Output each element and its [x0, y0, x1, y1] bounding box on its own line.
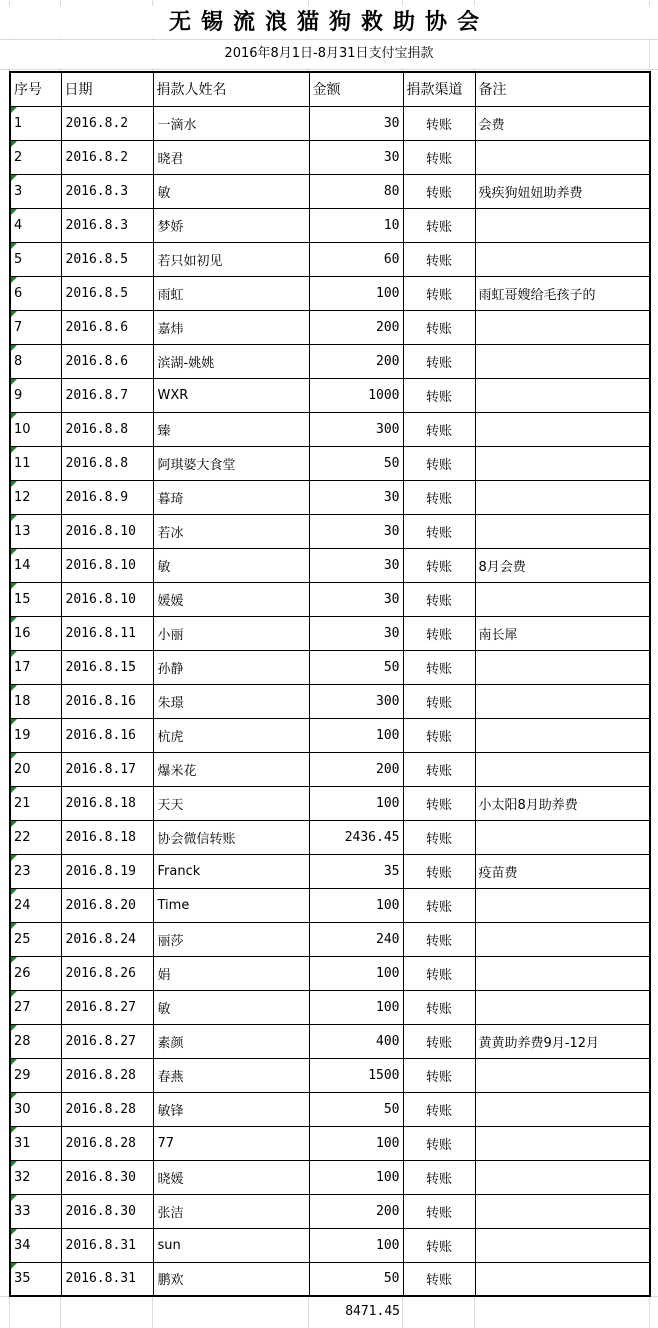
- row-amount-cell[interactable]: 50: [309, 446, 403, 480]
- row-note-cell[interactable]: 疫苗费: [475, 854, 650, 888]
- row-note-cell[interactable]: [475, 344, 650, 378]
- row-amount-cell[interactable]: 50: [309, 1262, 403, 1296]
- table-row: [10, 548, 650, 582]
- row-channel-cell[interactable]: 转账: [403, 480, 475, 514]
- row-seq-cell[interactable]: 34: [10, 1228, 61, 1262]
- row-date-cell[interactable]: 2016.8.30: [61, 1160, 153, 1194]
- row-amount-cell[interactable]: 60: [309, 242, 403, 276]
- row-seq-cell[interactable]: 12: [10, 480, 61, 514]
- row-seq-cell[interactable]: 23: [10, 854, 61, 888]
- row-donor-name-cell[interactable]: 爆米花: [153, 752, 309, 786]
- row-date-cell[interactable]: 2016.8.31: [61, 1228, 153, 1262]
- row-donor-name-cell[interactable]: 丽莎: [153, 922, 309, 956]
- row-amount-cell[interactable]: 1500: [309, 1058, 403, 1092]
- row-seq-cell[interactable]: 1: [10, 106, 61, 140]
- row-date-cell[interactable]: 2016.8.19: [61, 854, 153, 888]
- row-seq-cell[interactable]: 19: [10, 718, 61, 752]
- row-note-cell[interactable]: [475, 684, 650, 718]
- header-note[interactable]: 备注: [475, 72, 650, 106]
- table-row: [10, 446, 650, 480]
- row-date-cell[interactable]: 2016.8.8: [61, 412, 153, 446]
- row-channel-cell[interactable]: 转账: [403, 990, 475, 1024]
- row-channel-cell[interactable]: 转账: [403, 1126, 475, 1160]
- row-note-cell[interactable]: [475, 480, 650, 514]
- row-amount-cell[interactable]: 100: [309, 990, 403, 1024]
- row-seq-cell[interactable]: 17: [10, 650, 61, 684]
- row-seq-cell[interactable]: 30: [10, 1092, 61, 1126]
- row-donor-name-cell[interactable]: 晓媛: [153, 1160, 309, 1194]
- row-channel-cell[interactable]: 转账: [403, 684, 475, 718]
- table-row: [10, 684, 650, 718]
- row-amount-cell[interactable]: 100: [309, 1126, 403, 1160]
- row-amount-cell[interactable]: 35: [309, 854, 403, 888]
- row-note-cell[interactable]: [475, 446, 650, 480]
- row-seq-cell[interactable]: 7: [10, 310, 61, 344]
- table-row: [10, 1194, 650, 1228]
- row-amount-cell[interactable]: 200: [309, 752, 403, 786]
- row-amount-cell[interactable]: 30: [309, 548, 403, 582]
- row-donor-name-cell[interactable]: 小丽: [153, 616, 309, 650]
- table-row: [10, 106, 650, 140]
- row-date-cell[interactable]: 2016.8.30: [61, 1194, 153, 1228]
- table-row: [10, 208, 650, 242]
- row-donor-name-cell[interactable]: 一滴水: [153, 106, 309, 140]
- row-note-cell[interactable]: [475, 1092, 650, 1126]
- row-note-cell[interactable]: 黄黄助养费9月-12月: [475, 1024, 650, 1058]
- row-seq-cell[interactable]: 27: [10, 990, 61, 1024]
- row-seq-cell[interactable]: 29: [10, 1058, 61, 1092]
- row-seq-cell[interactable]: 3: [10, 174, 61, 208]
- row-date-cell[interactable]: 2016.8.28: [61, 1058, 153, 1092]
- row-channel-cell[interactable]: 转账: [403, 1160, 475, 1194]
- row-donor-name-cell[interactable]: 杭虎: [153, 718, 309, 752]
- table-row: [10, 514, 650, 548]
- row-donor-name-cell[interactable]: 臻: [153, 412, 309, 446]
- row-note-cell[interactable]: [475, 514, 650, 548]
- table-row: [10, 1160, 650, 1194]
- row-seq-cell[interactable]: 32: [10, 1160, 61, 1194]
- row-note-cell[interactable]: [475, 1262, 650, 1296]
- row-seq-cell[interactable]: 28: [10, 1024, 61, 1058]
- row-note-cell[interactable]: [475, 378, 650, 412]
- row-channel-cell[interactable]: 转账: [403, 1228, 475, 1262]
- row-amount-cell[interactable]: 300: [309, 684, 403, 718]
- row-amount-cell[interactable]: 240: [309, 922, 403, 956]
- row-donor-name-cell[interactable]: 鹏欢: [153, 1262, 309, 1296]
- row-amount-cell[interactable]: 2436.45: [309, 820, 403, 854]
- row-note-cell[interactable]: [475, 752, 650, 786]
- row-amount-cell[interactable]: 50: [309, 1092, 403, 1126]
- table-row: [10, 344, 650, 378]
- row-channel-cell[interactable]: 转账: [403, 752, 475, 786]
- row-donor-name-cell[interactable]: 暮琦: [153, 480, 309, 514]
- row-channel-cell[interactable]: 转账: [403, 956, 475, 990]
- row-channel-cell[interactable]: 转账: [403, 854, 475, 888]
- row-note-cell[interactable]: [475, 650, 650, 684]
- row-donor-name-cell[interactable]: WXR: [153, 378, 309, 412]
- row-amount-cell[interactable]: 50: [309, 650, 403, 684]
- row-channel-cell[interactable]: 转账: [403, 1058, 475, 1092]
- table-row: [10, 582, 650, 616]
- row-note-cell[interactable]: [475, 1058, 650, 1092]
- row-channel-cell[interactable]: 转账: [403, 344, 475, 378]
- row-donor-name-cell[interactable]: 张洁: [153, 1194, 309, 1228]
- row-channel-cell[interactable]: 转账: [403, 140, 475, 174]
- table-row: [10, 922, 650, 956]
- row-seq-cell[interactable]: 14: [10, 548, 61, 582]
- row-channel-cell[interactable]: 转账: [403, 1024, 475, 1058]
- row-channel-cell[interactable]: 转账: [403, 582, 475, 616]
- row-note-cell[interactable]: [475, 582, 650, 616]
- row-date-cell[interactable]: 2016.8.31: [61, 1262, 153, 1296]
- row-date-cell[interactable]: 2016.8.5: [61, 276, 153, 310]
- row-donor-name-cell[interactable]: 雨虹: [153, 276, 309, 310]
- row-donor-name-cell[interactable]: 梦娇: [153, 208, 309, 242]
- row-seq-cell[interactable]: 13: [10, 514, 61, 548]
- row-date-cell[interactable]: 2016.8.9: [61, 480, 153, 514]
- row-date-cell[interactable]: 2016.8.5: [61, 242, 153, 276]
- row-note-cell[interactable]: 南长犀: [475, 616, 650, 650]
- row-note-cell[interactable]: [475, 140, 650, 174]
- row-channel-cell[interactable]: 转账: [403, 548, 475, 582]
- table-row: [10, 786, 650, 820]
- row-amount-cell[interactable]: 300: [309, 412, 403, 446]
- row-channel-cell[interactable]: 转账: [403, 650, 475, 684]
- row-date-cell[interactable]: 2016.8.28: [61, 1092, 153, 1126]
- row-date-cell[interactable]: 2016.8.26: [61, 956, 153, 990]
- row-seq-cell[interactable]: 4: [10, 208, 61, 242]
- row-seq-cell[interactable]: 33: [10, 1194, 61, 1228]
- row-note-cell[interactable]: [475, 412, 650, 446]
- row-date-cell[interactable]: 2016.8.10: [61, 548, 153, 582]
- row-donor-name-cell[interactable]: Time: [153, 888, 309, 922]
- row-channel-cell[interactable]: 转账: [403, 1262, 475, 1296]
- row-channel-cell[interactable]: 转账: [403, 412, 475, 446]
- row-seq-cell[interactable]: 21: [10, 786, 61, 820]
- donation-table: [9, 71, 651, 1297]
- table-row: [10, 174, 650, 208]
- row-note-cell[interactable]: 会费: [475, 106, 650, 140]
- row-donor-name-cell[interactable]: 天天: [153, 786, 309, 820]
- row-amount-cell[interactable]: 10: [309, 208, 403, 242]
- row-donor-name-cell[interactable]: 协会微信转账: [153, 820, 309, 854]
- row-amount-cell[interactable]: 30: [309, 480, 403, 514]
- row-channel-cell[interactable]: 转账: [403, 1194, 475, 1228]
- row-donor-name-cell[interactable]: 娟: [153, 956, 309, 990]
- row-donor-name-cell[interactable]: 敏: [153, 990, 309, 1024]
- row-date-cell[interactable]: 2016.8.28: [61, 1126, 153, 1160]
- row-date-cell[interactable]: 2016.8.8: [61, 446, 153, 480]
- row-donor-name-cell[interactable]: 敏锋: [153, 1092, 309, 1126]
- row-date-cell[interactable]: 2016.8.2: [61, 106, 153, 140]
- table-row: [10, 888, 650, 922]
- row-note-cell[interactable]: [475, 208, 650, 242]
- table-row: [10, 480, 650, 514]
- row-note-cell[interactable]: 残疾狗妞妞助养费: [475, 174, 650, 208]
- row-amount-cell[interactable]: 1000: [309, 378, 403, 412]
- row-donor-name-cell[interactable]: 滨湖-姚姚: [153, 344, 309, 378]
- row-seq-cell[interactable]: 5: [10, 242, 61, 276]
- row-note-cell[interactable]: [475, 956, 650, 990]
- row-seq-cell[interactable]: 11: [10, 446, 61, 480]
- row-seq-cell[interactable]: 15: [10, 582, 61, 616]
- row-date-cell[interactable]: 2016.8.24: [61, 922, 153, 956]
- row-donor-name-cell[interactable]: sun: [153, 1228, 309, 1262]
- row-note-cell[interactable]: [475, 1160, 650, 1194]
- row-date-cell[interactable]: 2016.8.18: [61, 786, 153, 820]
- table-row: [10, 1092, 650, 1126]
- table-row: [10, 1262, 650, 1296]
- row-note-cell[interactable]: [475, 990, 650, 1024]
- row-seq-cell[interactable]: 10: [10, 412, 61, 446]
- row-date-cell[interactable]: 2016.8.18: [61, 820, 153, 854]
- row-note-cell[interactable]: 雨虹哥嫂给毛孩子的: [475, 276, 650, 310]
- row-donor-name-cell[interactable]: 敏: [153, 548, 309, 582]
- row-donor-name-cell[interactable]: 素颜: [153, 1024, 309, 1058]
- table-row: [10, 820, 650, 854]
- row-channel-cell[interactable]: 转账: [403, 718, 475, 752]
- header-date[interactable]: 日期: [61, 72, 153, 106]
- row-seq-cell[interactable]: 22: [10, 820, 61, 854]
- row-seq-cell[interactable]: 26: [10, 956, 61, 990]
- row-seq-cell[interactable]: 2: [10, 140, 61, 174]
- table-row: [10, 310, 650, 344]
- row-amount-cell[interactable]: 100: [309, 888, 403, 922]
- row-date-cell[interactable]: 2016.8.3: [61, 208, 153, 242]
- row-note-cell[interactable]: [475, 922, 650, 956]
- table-row: [10, 412, 650, 446]
- row-amount-cell[interactable]: 100: [309, 956, 403, 990]
- row-channel-cell[interactable]: 转账: [403, 310, 475, 344]
- row-donor-name-cell[interactable]: 若只如初见: [153, 242, 309, 276]
- document-subtitle: 2016年8月1日-8月31日支付宝捐款: [9, 40, 649, 68]
- row-date-cell[interactable]: 2016.8.7: [61, 378, 153, 412]
- table-row: [10, 854, 650, 888]
- table-row: [10, 718, 650, 752]
- row-amount-cell[interactable]: 80: [309, 174, 403, 208]
- row-date-cell[interactable]: 2016.8.15: [61, 650, 153, 684]
- table-row: [10, 1126, 650, 1160]
- row-date-cell[interactable]: 2016.8.27: [61, 1024, 153, 1058]
- row-date-cell[interactable]: 2016.8.20: [61, 888, 153, 922]
- row-amount-cell[interactable]: 400: [309, 1024, 403, 1058]
- row-seq-cell[interactable]: 24: [10, 888, 61, 922]
- total-amount[interactable]: 8471.45: [345, 1304, 400, 1319]
- row-seq-cell[interactable]: 35: [10, 1262, 61, 1296]
- row-seq-cell[interactable]: 20: [10, 752, 61, 786]
- row-amount-cell[interactable]: 100: [309, 1160, 403, 1194]
- row-amount-cell[interactable]: 30: [309, 106, 403, 140]
- row-donor-name-cell[interactable]: 敏: [153, 174, 309, 208]
- row-seq-cell[interactable]: 25: [10, 922, 61, 956]
- row-seq-cell[interactable]: 16: [10, 616, 61, 650]
- row-amount-cell[interactable]: 100: [309, 786, 403, 820]
- row-donor-name-cell[interactable]: 阿琪婆大食堂: [153, 446, 309, 480]
- document-title: 无锡流浪猫狗救助协会: [0, 6, 658, 38]
- table-row: [10, 140, 650, 174]
- row-amount-cell[interactable]: 30: [309, 582, 403, 616]
- row-amount-cell[interactable]: 100: [309, 1228, 403, 1262]
- header-amount[interactable]: 金额: [309, 72, 403, 106]
- table-row: [10, 242, 650, 276]
- row-amount-cell[interactable]: 200: [309, 310, 403, 344]
- header-channel[interactable]: 捐款渠道: [403, 72, 475, 106]
- row-note-cell[interactable]: [475, 310, 650, 344]
- table-row: [10, 956, 650, 990]
- row-date-cell[interactable]: 2016.8.3: [61, 174, 153, 208]
- row-seq-cell[interactable]: 8: [10, 344, 61, 378]
- row-amount-cell[interactable]: 100: [309, 276, 403, 310]
- row-amount-cell[interactable]: 30: [309, 140, 403, 174]
- row-date-cell[interactable]: 2016.8.10: [61, 514, 153, 548]
- header-seq[interactable]: 序号: [10, 72, 61, 106]
- table-row: [10, 276, 650, 310]
- row-date-cell[interactable]: 2016.8.27: [61, 990, 153, 1024]
- row-amount-cell[interactable]: 200: [309, 344, 403, 378]
- row-channel-cell[interactable]: 转账: [403, 786, 475, 820]
- row-date-cell[interactable]: 2016.8.17: [61, 752, 153, 786]
- row-channel-cell[interactable]: 转账: [403, 446, 475, 480]
- row-channel-cell[interactable]: 转账: [403, 208, 475, 242]
- row-amount-cell[interactable]: 200: [309, 1194, 403, 1228]
- row-note-cell[interactable]: [475, 1194, 650, 1228]
- row-channel-cell[interactable]: 转账: [403, 820, 475, 854]
- table-row: [10, 1024, 650, 1058]
- row-date-cell[interactable]: 2016.8.6: [61, 344, 153, 378]
- row-channel-cell[interactable]: 转账: [403, 888, 475, 922]
- table-row: [10, 378, 650, 412]
- table-row: [10, 752, 650, 786]
- row-donor-name-cell[interactable]: 媛媛: [153, 582, 309, 616]
- row-seq-cell[interactable]: 6: [10, 276, 61, 310]
- row-seq-cell[interactable]: 9: [10, 378, 61, 412]
- row-date-cell[interactable]: 2016.8.6: [61, 310, 153, 344]
- row-date-cell[interactable]: 2016.8.16: [61, 718, 153, 752]
- row-donor-name-cell[interactable]: Franck: [153, 854, 309, 888]
- table-row: [10, 1058, 650, 1092]
- row-date-cell[interactable]: 2016.8.10: [61, 582, 153, 616]
- table-header-row: [10, 72, 650, 106]
- row-channel-cell[interactable]: 转账: [403, 1092, 475, 1126]
- row-donor-name-cell[interactable]: 朱璟: [153, 684, 309, 718]
- row-seq-cell[interactable]: 18: [10, 684, 61, 718]
- row-donor-name-cell[interactable]: 春燕: [153, 1058, 309, 1092]
- row-note-cell[interactable]: [475, 1126, 650, 1160]
- row-channel-cell[interactable]: 转账: [403, 616, 475, 650]
- row-channel-cell[interactable]: 转账: [403, 922, 475, 956]
- row-amount-cell[interactable]: 30: [309, 616, 403, 650]
- table-row: [10, 990, 650, 1024]
- row-seq-cell[interactable]: 31: [10, 1126, 61, 1160]
- row-channel-cell[interactable]: 转账: [403, 174, 475, 208]
- row-donor-name-cell[interactable]: 嘉炜: [153, 310, 309, 344]
- row-date-cell[interactable]: 2016.8.2: [61, 140, 153, 174]
- row-date-cell[interactable]: 2016.8.11: [61, 616, 153, 650]
- row-channel-cell[interactable]: 转账: [403, 378, 475, 412]
- row-note-cell[interactable]: [475, 888, 650, 922]
- row-donor-name-cell[interactable]: 晓君: [153, 140, 309, 174]
- table-row: [10, 1228, 650, 1262]
- row-note-cell[interactable]: 8月会费: [475, 548, 650, 582]
- row-channel-cell[interactable]: 转账: [403, 276, 475, 310]
- row-channel-cell[interactable]: 转账: [403, 514, 475, 548]
- row-donor-name-cell[interactable]: 77: [153, 1126, 309, 1160]
- row-channel-cell[interactable]: 转账: [403, 106, 475, 140]
- table-row: [10, 616, 650, 650]
- row-date-cell[interactable]: 2016.8.16: [61, 684, 153, 718]
- header-donor-name[interactable]: 捐款人姓名: [153, 72, 309, 106]
- row-note-cell[interactable]: [475, 820, 650, 854]
- row-channel-cell[interactable]: 转账: [403, 242, 475, 276]
- row-amount-cell[interactable]: 30: [309, 514, 403, 548]
- row-note-cell[interactable]: [475, 718, 650, 752]
- row-amount-cell[interactable]: 100: [309, 718, 403, 752]
- table-row: [10, 650, 650, 684]
- row-donor-name-cell[interactable]: 孙静: [153, 650, 309, 684]
- row-note-cell[interactable]: 小太阳8月助养费: [475, 786, 650, 820]
- row-donor-name-cell[interactable]: 若冰: [153, 514, 309, 548]
- row-note-cell[interactable]: [475, 242, 650, 276]
- row-note-cell[interactable]: [475, 1228, 650, 1262]
